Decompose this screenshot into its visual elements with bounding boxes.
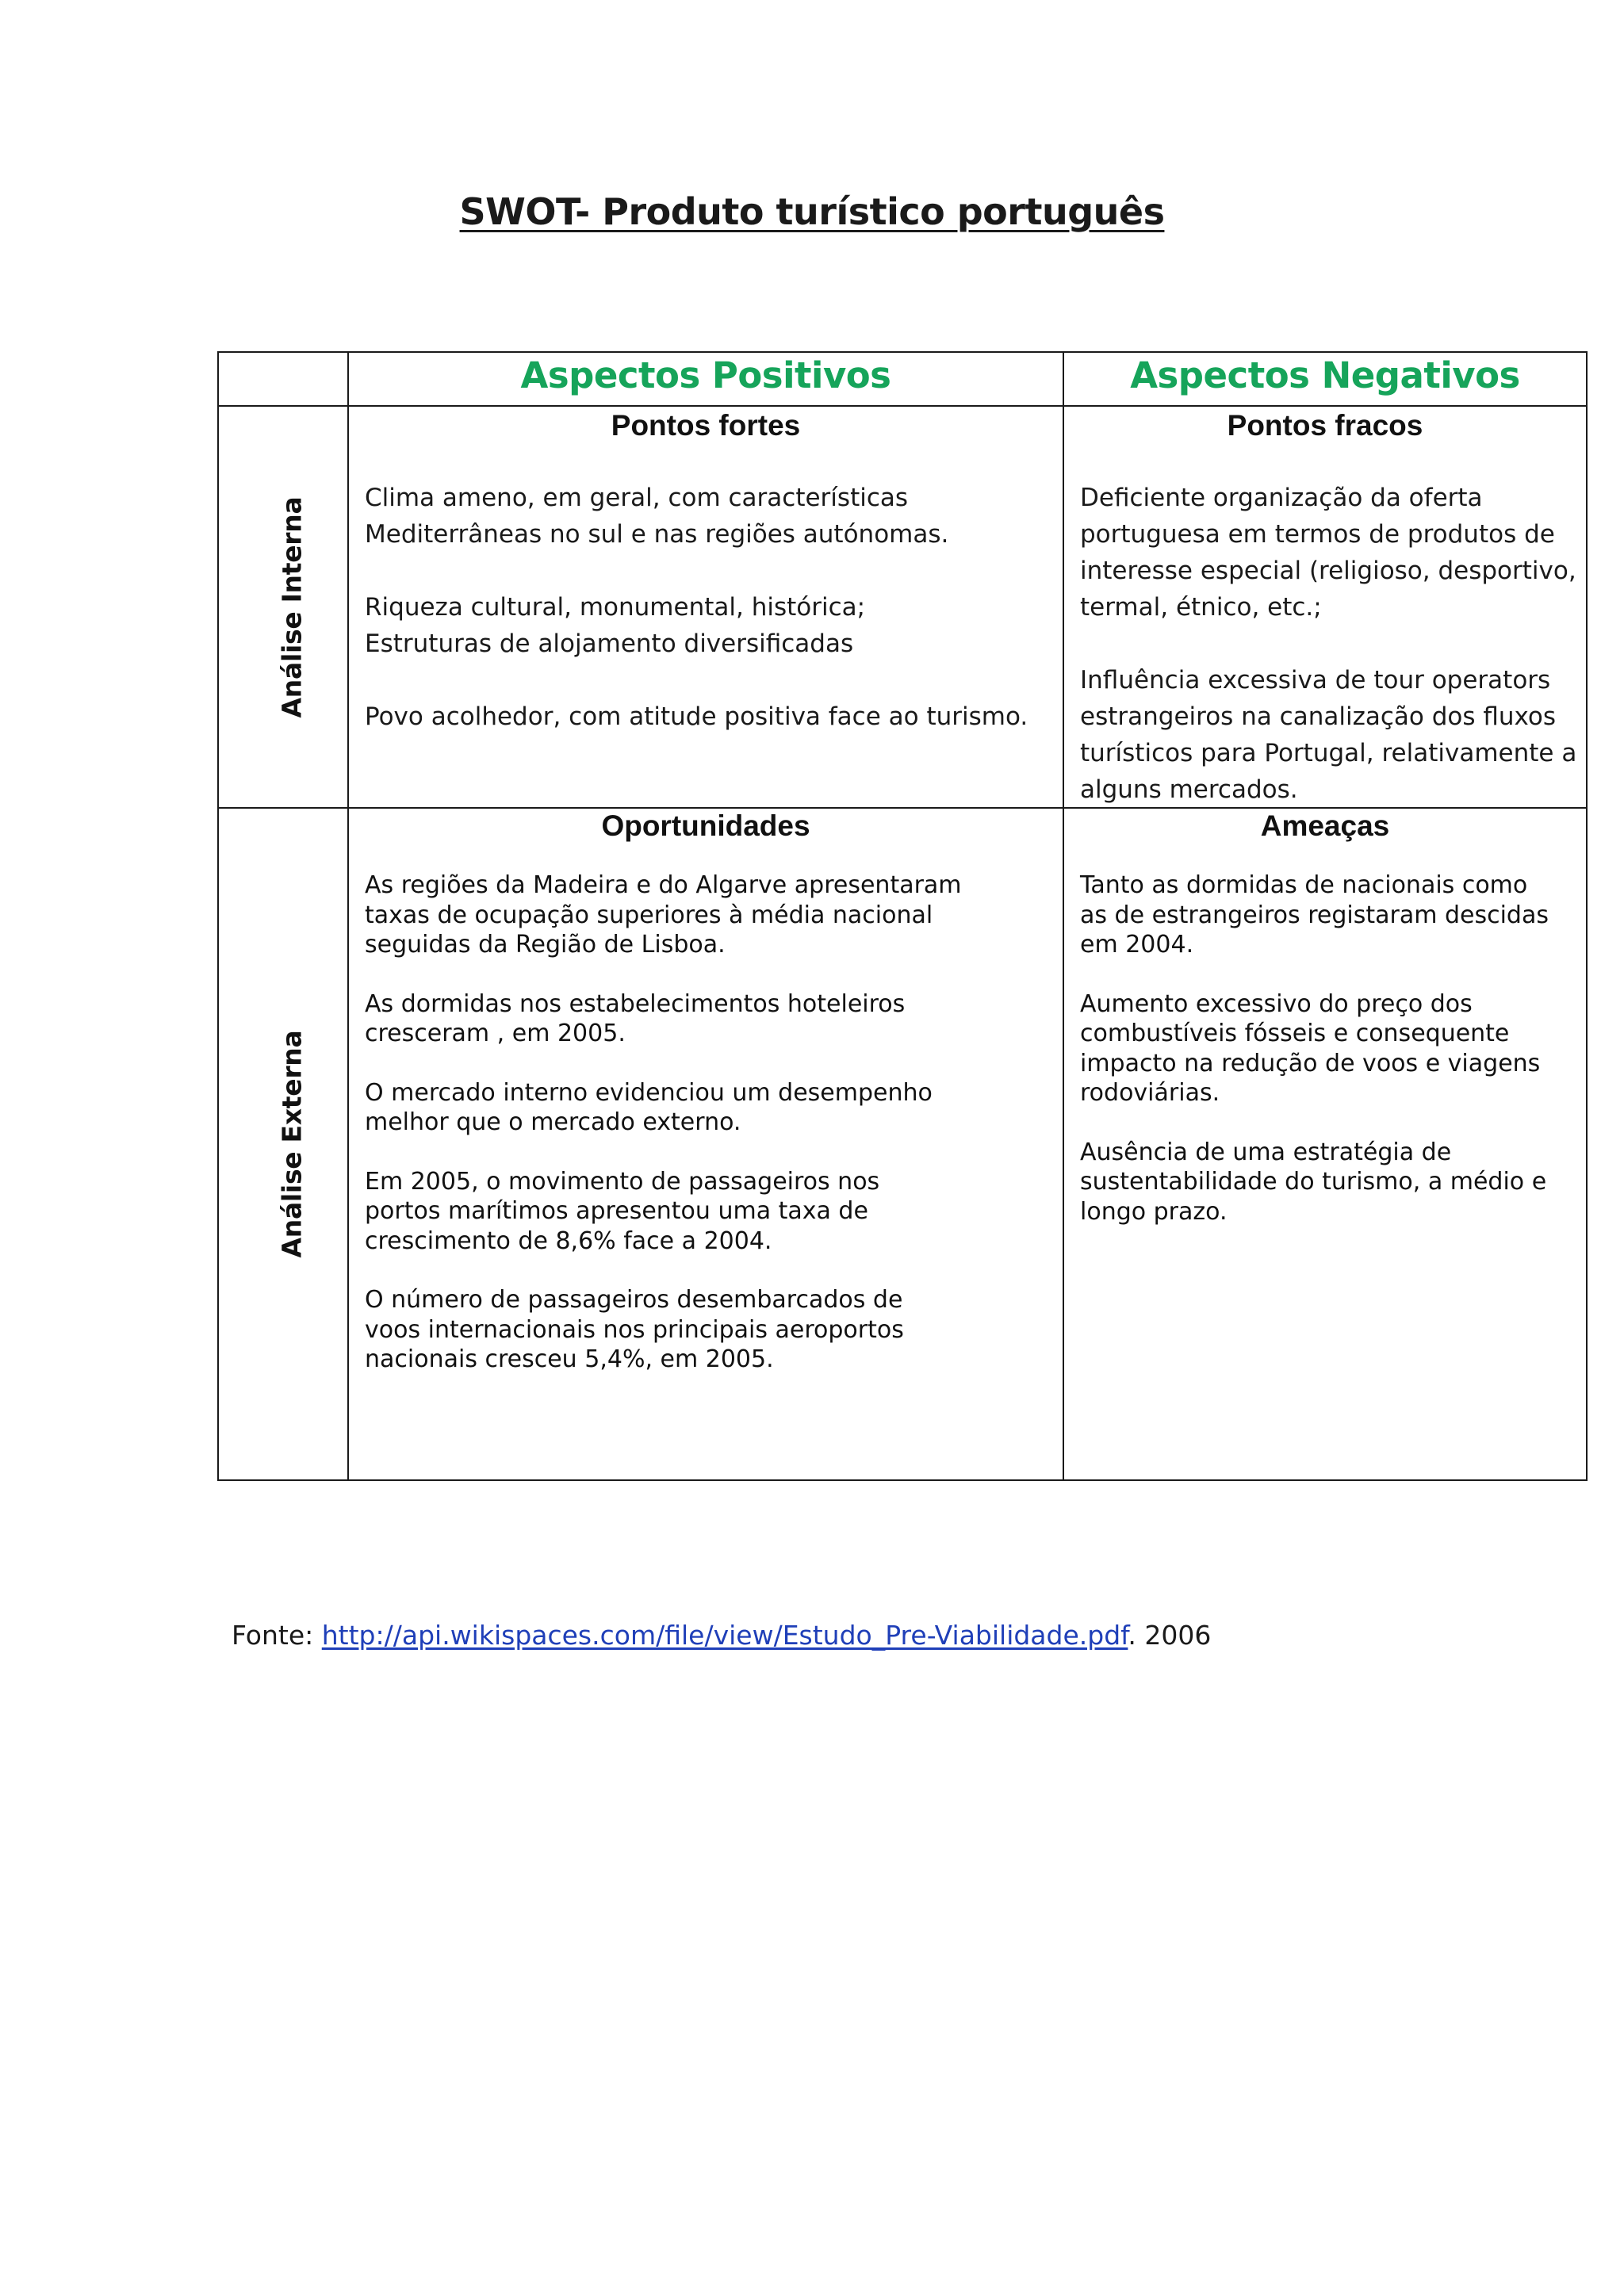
threat-item: Tanto as dormidas de nacionais como as de estrangeiros registaram descidas em 2004. [1080,871,1549,959]
threats-title: Ameaças [1260,809,1390,842]
row-label-internal: Análise Interna [276,496,308,718]
threat-item: Ausência de uma estratégia de sustentabilidade do turismo, a médio e longo prazo. [1080,1138,1547,1226]
strengths-title: Pontos fortes [611,409,801,442]
page-title: SWOT- Produto turístico português [459,190,1165,233]
table-border-right [1586,351,1588,1481]
weakness-item: Influência excessiva de tour operators estrangeiros na canalização dos fluxos turísticos para Portugal, relativamente a alguns mercados. [1080,666,1577,804]
weaknesses-title: Pontos fracos [1227,409,1423,442]
threats-cell [1064,809,1586,1479]
source-link[interactable]: http://api.wikispaces.com/file/view/Estudo_Pre-Viabilidade.pdf [321,1620,1128,1651]
table-border-left [217,351,219,1481]
header-positive: Aspectos Positivos [520,354,891,396]
source-suffix: . 2006 [1128,1620,1212,1651]
source-label: Fonte: [232,1620,322,1651]
threat-item: Aumento excessivo do preço dos combustíveis fósseis e consequente impacto na redução de voos e viagens rodoviárias. [1080,989,1541,1107]
opportunity-item: Em 2005, o movimento de passageiros nos portos marítimos apresentou uma taxa de crescimento de 8,6% face a 2004. [365,1167,880,1255]
header-negative: Aspectos Negativos [1130,354,1520,396]
opportunity-item: As regiões da Madeira e do Algarve apresentaram taxas de ocupação superiores à média nacional seguidas da Região de Lisboa. [365,871,962,959]
opportunities-title: Oportunidades [601,809,810,842]
strength-item: Povo acolhedor, com atitude positiva face ao turismo. [365,702,1028,731]
table-border-bottom [217,1479,1588,1481]
row-label-external: Análise Externa [276,1030,308,1258]
weaknesses-cell [1064,407,1586,807]
opportunity-item: O número de passageiros desembarcados de voos internacionais nos principais aeroportos nacionais cresceu 5,4%, em 2005. [365,1286,904,1373]
weakness-item: Deficiente organização da oferta portuguesa em termos de produtos de interesse especial (religioso, desportivo, termal, étnico, etc.; [1080,484,1576,622]
swot-table [217,351,1588,1481]
source-note [232,1620,1211,1651]
table-border-top [217,351,1588,353]
strengths-cell [349,407,1063,807]
strength-item: Riqueza cultural, monumental, histórica; Estruturas de alojamento diversificadas [365,593,866,658]
strength-item: Clima ameno, em geral, com características Mediterrâneas no sul e nas regiões autónomas. [365,484,949,549]
opportunity-item: As dormidas nos estabelecimentos hoteleiros cresceram , em 2005. [365,989,906,1047]
opportunity-item: O mercado interno evidenciou um desempenho melhor que o mercado externo. [365,1078,933,1136]
opportunities-cell [349,809,1063,1479]
